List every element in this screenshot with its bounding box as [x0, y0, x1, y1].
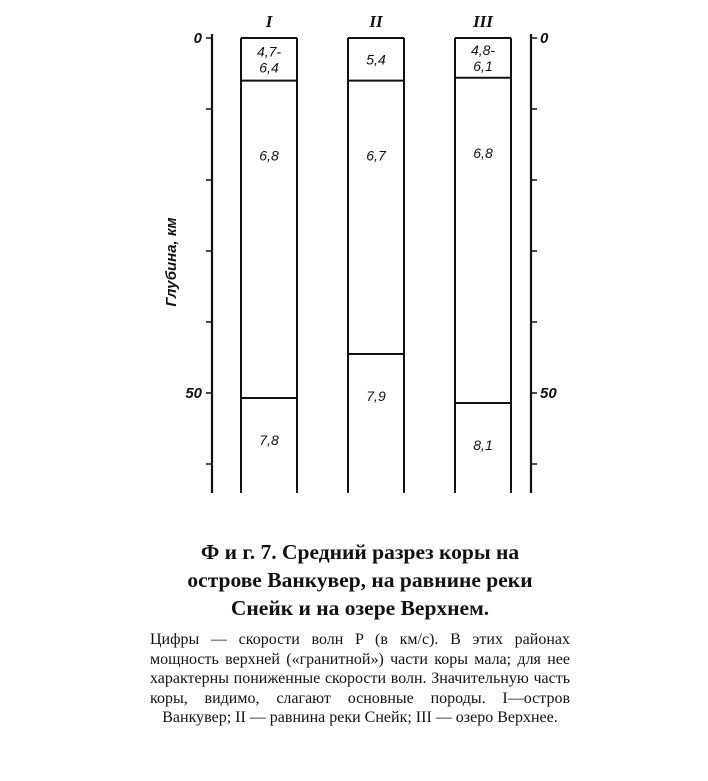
figure-caption	[150, 538, 570, 728]
layer-velocity-label: 6,7	[366, 147, 386, 164]
layer-velocity-label: 4,8-6,1	[470, 41, 496, 74]
layer-velocity-label: 5,4	[366, 51, 386, 68]
left-axis-tick-label: 0	[193, 30, 202, 47]
crust-column-I	[241, 12, 297, 493]
left-axis-tick-label: 50	[185, 385, 202, 402]
layer-velocity-label: 7,9	[366, 387, 386, 404]
layer-velocity-label: 4,7-6,4	[256, 43, 282, 76]
layer-velocity-label: 8,1	[473, 436, 493, 453]
caption-text: Цифры — скорости волн P (в км/с). В этих районах мощность верхней («гранитной») части коры мала; для нее характерны пониженные скорости волн. Значительную часть коры, видимо, слагают основные породы. I—остров Ванкувер; II — равнина реки Снейк; III — озеро Верхнее.	[150, 631, 570, 726]
depth-axis-label: Глубина, км	[163, 217, 180, 307]
column-label: III	[473, 12, 493, 31]
layer-velocity-label: 6,8	[259, 147, 279, 164]
column-label: I	[265, 12, 273, 31]
caption-title: Ф и г. 7. Средний разрез коры на острове Ванкувер, на равнине реки Снейк и на озере Верхнем.	[187, 540, 533, 620]
crust-column-III	[455, 12, 511, 493]
right-axis-tick-label: 50	[540, 385, 557, 402]
layer-velocity-label: 6,8	[473, 144, 493, 161]
column-label: II	[369, 12, 383, 31]
right-axis-tick-label: 0	[540, 30, 549, 47]
layer-velocity-label: 7,8	[259, 431, 279, 448]
crust-column-II	[348, 12, 404, 493]
